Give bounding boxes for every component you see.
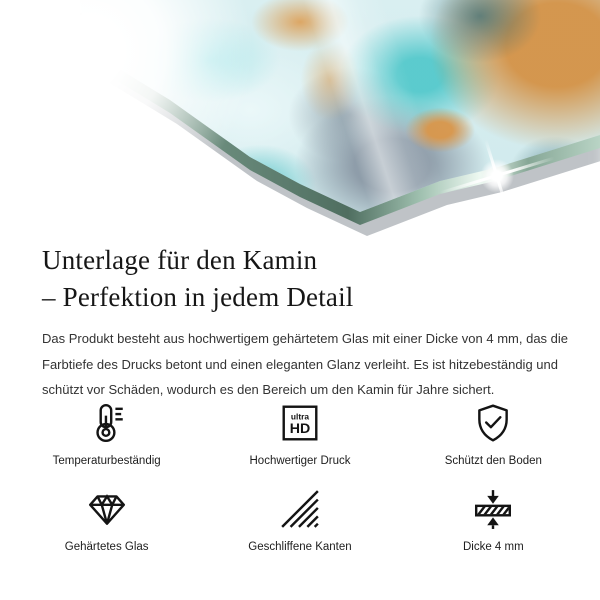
product-description-text xyxy=(42,326,568,403)
feature-temperature xyxy=(10,402,203,469)
polished-edges-icon xyxy=(279,488,321,530)
feature-grid xyxy=(10,402,590,555)
diamond-icon xyxy=(86,488,128,530)
feature-label: Gehärtetes Glas xyxy=(64,541,149,553)
feature-floor-protection xyxy=(397,402,590,469)
description-line: schützt vor Schäden, wodurch es den Bereich um den Kamin für Jahre sichert. xyxy=(42,382,495,397)
feature-print-quality xyxy=(203,402,396,469)
page-title-line2: – Perfektion in jedem Detail xyxy=(42,282,354,313)
feature-label: Dicke 4 mm xyxy=(462,541,524,553)
page-title xyxy=(42,242,354,316)
description-line: Farbtiefe des Drucks betont und einen eleganten Glanz verleiht. Es ist hitzebeständig und xyxy=(42,356,558,372)
feature-label: Hochwertiger Druck xyxy=(249,455,351,467)
product-image xyxy=(0,0,600,242)
thermometer-icon xyxy=(86,402,128,444)
svg-text:ultra: ultra xyxy=(290,411,310,422)
feature-thickness xyxy=(397,488,590,555)
feature-polished-edges xyxy=(203,488,396,555)
feature-label: Schützt den Boden xyxy=(444,455,542,467)
description-line: Das Produkt besteht aus hochwertigem gehärtetem Glas mit einer Dicke von 4 mm, das die xyxy=(42,331,569,346)
thickness-arrows-icon xyxy=(472,488,514,530)
feature-label: Geschliffene Kanten xyxy=(248,541,352,553)
ultra-hd-icon xyxy=(279,402,321,444)
feature-label: Temperaturbeständig xyxy=(52,455,161,467)
shield-check-icon xyxy=(472,402,514,444)
feature-tempered-glass xyxy=(10,488,203,555)
svg-text:HD: HD xyxy=(289,420,311,437)
page-title-line1: Unterlage für den Kamin xyxy=(42,245,318,276)
